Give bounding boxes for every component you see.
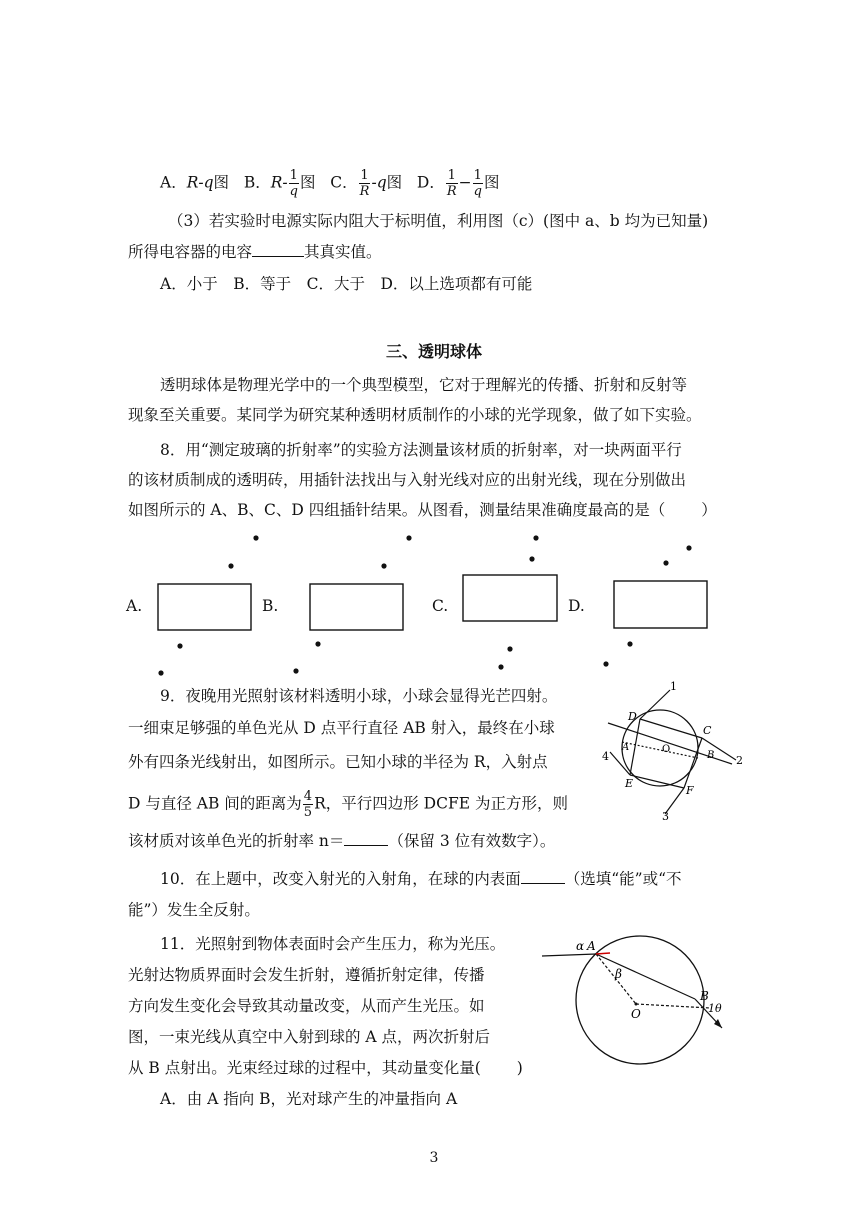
pin-dot — [381, 563, 386, 568]
section-intro-line1: 透明球体是物理光学中的一个典型模型，它对于理解光的传播、折射和反射等 — [160, 376, 688, 394]
glass-block-c — [463, 575, 557, 621]
center-point — [635, 1003, 638, 1006]
pin-dot — [603, 661, 608, 666]
option-a-suffix: 图 — [213, 173, 230, 192]
sphere-outline — [576, 936, 704, 1064]
label-o: O — [662, 744, 671, 755]
frac-num: 1 — [473, 168, 482, 183]
option-d-fraction-1 — [446, 168, 458, 199]
q7-part3-text-end: 其真实值。 — [304, 243, 382, 261]
frac-num: 1 — [447, 168, 456, 183]
fig-label-a: A. — [126, 597, 143, 615]
q10-line1 — [160, 868, 682, 890]
frac-num: 4 — [303, 789, 313, 804]
q9-line3: 外有四条光线射出，如图所示。已知小球的半径为 R，入射点 — [128, 753, 548, 771]
pin-dot — [529, 556, 534, 561]
q11-line3: 方向发生变化会导致其动量改变，从而产生光压。如 — [128, 997, 485, 1015]
q9-line1: 9．夜晚用光照射该材料透明小球，小球会显得光芒四射。 — [160, 687, 558, 705]
label-e: E — [625, 777, 634, 790]
option-b-suffix: 图 — [299, 173, 316, 192]
frac-den: q — [473, 184, 482, 199]
square-edge-cf — [684, 738, 702, 788]
pin-dot — [406, 535, 411, 540]
page-number: 3 — [429, 1150, 439, 1166]
q7-options-row — [160, 168, 500, 199]
option-d-label: D． — [416, 173, 445, 192]
pin-dot — [627, 641, 632, 646]
pin-dot — [663, 560, 668, 565]
q8-close-paren: ） — [701, 501, 717, 519]
q11-line2: 光射达物质界面时会发生折射，遵循折射定律，传播 — [128, 966, 485, 984]
q8-line2: 的该材质制成的透明砖，用插针法找出与入射光线对应的出射光线，现在分别做出 — [128, 471, 687, 489]
q8-line1: 8．用“测定玻璃的折射率”的实验方法测量该材质的折射率，对一块两面平行 — [160, 441, 682, 459]
label-1: 1 — [670, 680, 677, 693]
option-c-label: C． — [330, 173, 358, 192]
q7-part3-text: 所得电容器的电容 — [128, 243, 253, 261]
pin-dot — [507, 646, 512, 651]
q9-line4-text-end: R，平行四边形 DCFE 为正方形，则 — [314, 794, 568, 813]
option-b-label: B． — [243, 173, 271, 192]
answer-blank[interactable] — [344, 831, 388, 846]
frac-den: R — [359, 184, 370, 199]
q9-sphere-figure — [598, 682, 768, 822]
label-d: D — [628, 710, 637, 723]
q10-line2: 能”）发生全反射。 — [128, 901, 260, 919]
ray-1 — [640, 690, 670, 719]
frac-den: R — [446, 184, 457, 199]
option-c-fraction — [359, 168, 371, 199]
label-alpha: α — [576, 939, 585, 953]
q9-fraction — [303, 789, 313, 820]
label-beta: β — [615, 967, 622, 981]
option-a-label: A． — [160, 173, 187, 192]
option-d-suffix: 图 — [483, 173, 500, 192]
q11-sphere-figure — [540, 930, 740, 1070]
pin-dot — [315, 641, 320, 646]
q11-close-paren: ) — [516, 1059, 523, 1077]
option-b-expr: R- — [270, 173, 288, 192]
pin-dot — [686, 545, 691, 550]
q7-part3-line1: （3）若实验时电源实际内阻大于标明值，利用图（c）(图中 a、b 均为已知量) — [168, 212, 709, 230]
option-d-fraction-2 — [473, 168, 483, 199]
label-b: B — [707, 750, 715, 761]
option-c-suffix: 图 — [386, 173, 403, 192]
incident-light-ray — [542, 954, 596, 956]
q7-part3-options: A．小于 B．等于 C．大于 D．以上选项都有可能 — [160, 275, 533, 293]
q11-option-a: A．由 A 指向 B，光对球产生的冲量指向 A — [160, 1090, 458, 1108]
q10-line1-text-end: （选填“能”或“不 — [564, 870, 682, 888]
glass-block-a — [158, 584, 251, 630]
label-f: F — [686, 784, 694, 797]
frac-den: q — [289, 184, 298, 199]
option-c-expr: -q — [371, 173, 387, 192]
refracted-ray — [596, 954, 695, 999]
incident-extension — [596, 953, 610, 954]
q9-line5 — [128, 830, 555, 852]
q10-line1-text: 10．在上题中，改变入射光的入射角，在球的内表面 — [160, 870, 521, 888]
pin-dot — [533, 535, 538, 540]
pin-dot — [498, 664, 503, 669]
pin-dot — [228, 563, 233, 568]
q11-line4: 图，一束光线从真空中入射到球的 A 点，两次折射后 — [128, 1028, 491, 1046]
q11-line1: 11．光照射到物体表面时会产生压力，称为光压。 — [160, 935, 506, 953]
q8-line3 — [128, 499, 717, 521]
q9-line5-text: 该材质对该单色光的折射率 n＝ — [128, 832, 345, 850]
label-4: 4 — [602, 750, 609, 763]
label-3: 3 — [662, 810, 669, 823]
fig-label-c: C. — [432, 597, 449, 615]
q11-line5-text: 从 B 点射出。光束经过球的过程中，其动量变化量( — [128, 1059, 481, 1077]
fig-label-d: D. — [568, 597, 585, 615]
minus-sign: − — [458, 173, 472, 192]
frac-num: 1 — [289, 168, 298, 183]
q9-line5-text-end: （保留 3 位有效数字）。 — [388, 832, 556, 850]
q9-line4 — [128, 789, 568, 820]
pin-dot — [177, 643, 182, 648]
normal-line-b — [636, 1004, 710, 1008]
label-o: O — [631, 1007, 641, 1021]
pin-dot — [293, 668, 298, 673]
label-c: C — [703, 724, 712, 737]
square-edge-ed — [630, 719, 640, 775]
frac-den: 5 — [303, 805, 313, 820]
q8-pin-figure — [0, 530, 868, 690]
answer-blank[interactable] — [252, 242, 304, 257]
pin-dot — [158, 670, 163, 675]
answer-blank[interactable] — [521, 869, 565, 884]
glass-block-d — [614, 581, 707, 628]
label-2: 2 — [736, 754, 743, 767]
section-intro-line2: 现象至关重要。某同学为研究某种透明材质制作的小球的光学现象，做了如下实验。 — [128, 406, 702, 424]
q7-part3-line2 — [128, 241, 382, 263]
q8-line3-text: 如图所示的 A、B、C、D 四组插针结果。从图看，测量结果准确度最高的是（ — [128, 501, 666, 519]
glass-block-b — [310, 584, 403, 630]
option-b-fraction — [289, 168, 299, 199]
label-b: B — [700, 989, 709, 1003]
q9-line2: 一细束足够强的单色光从 D 点平行直径 AB 射入，最终在小球 — [128, 719, 555, 737]
label-theta: 1θ — [708, 1002, 722, 1015]
label-a: A — [622, 742, 630, 753]
label-a: A — [587, 939, 596, 953]
option-a-expr: R-q — [186, 173, 214, 192]
q11-line5 — [128, 1057, 523, 1079]
frac-num: 1 — [360, 168, 369, 183]
ray-4 — [610, 752, 630, 775]
q9-line4-text: D 与直径 AB 间的距离为 — [128, 794, 302, 813]
section-title: 三、透明球体 — [385, 342, 482, 361]
fig-label-b: B. — [262, 597, 279, 615]
pin-dot — [253, 535, 258, 540]
